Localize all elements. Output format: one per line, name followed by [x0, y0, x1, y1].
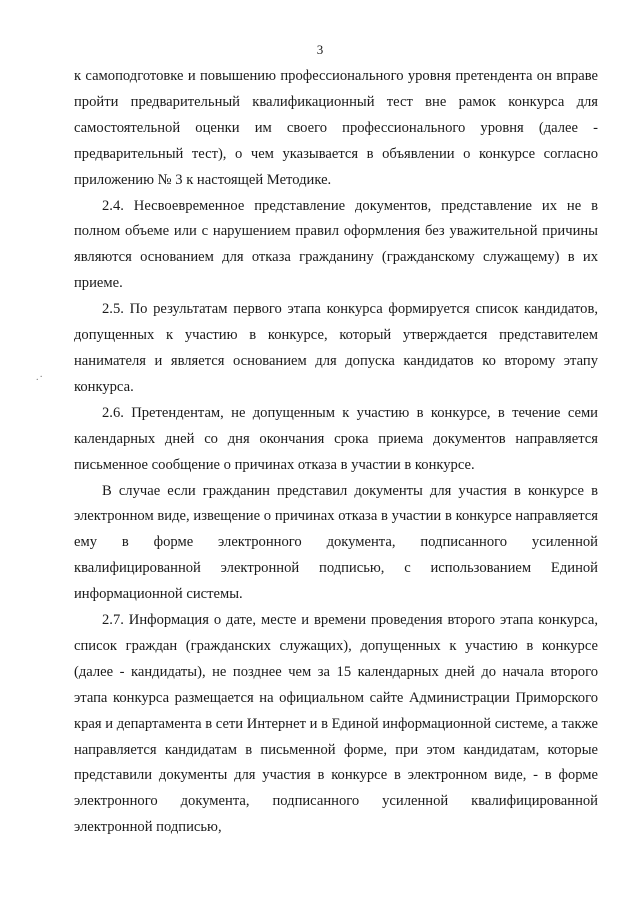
- paragraph-2-6: 2.6. Претендентам, не допущенным к участию в конкурсе, в течение семи календарных дней со дня окончания срока приема документов направляется письменное сообщение о причинах отказа в участии в конкурсе.: [74, 404, 598, 473]
- paragraph-2-7: 2.7. Информация о дате, месте и времени проведения второго этапа конкурса, список граждан (гражданских служащих), допущенных к участию в конкурсе (далее - кандидаты), не позднее чем за 15 календарных дней до начала второго этапа конкурса размещается на официальном сайте Администрации Приморского края и департамента в сети Интернет и в Единой информационной системе, а также направляется кандидатам в письменной форме, при этом кандидатам, которые представили документы для участия в конкурсе в электронном виде, - в форме электронного документа, подписанного усиленной квалифицированной электронной подписью,: [74, 612, 598, 836]
- paragraph-2-4: 2.4. Несвоевременное представление документов, представление их не в полном объеме или с нарушением правил оформления без уважительной причины являются основанием для отказа гражданину (гражданскому служащему) в их приеме.: [74, 197, 598, 292]
- paragraph-2-5: 2.5. По результатам первого этапа конкурса формируется список кандидатов, допущенных к участию в конкурсе, который утверждается представителем нанимателя и является основанием для допуска кандидатов ко второму этапу конкурса.: [74, 301, 598, 395]
- document-body: [74, 64, 598, 841]
- paragraph-electronic-notice: В случае если гражданин представил документы для участия в конкурсе в электронном виде, извещение о причинах отказа в участии в конкурсе направляется ему в форме электронного документа, подписанного усиленной квалифицированной электронной подписью, с использованием Единой информационной системы.: [74, 482, 598, 603]
- page-number: 3: [316, 42, 324, 57]
- scan-artifact-mark: .·: [36, 372, 44, 383]
- paragraph-continuation: к самоподготовке и повышению профессионального уровня претендента он вправе пройти предварительный квалификационный тест вне рамок конкурса для самостоятельной оценки им своего профессионального уровня (далее - предварительный тест), о чем указывается в объявлении о конкурсе согласно приложению № 3 к настоящей Методике.: [74, 68, 598, 188]
